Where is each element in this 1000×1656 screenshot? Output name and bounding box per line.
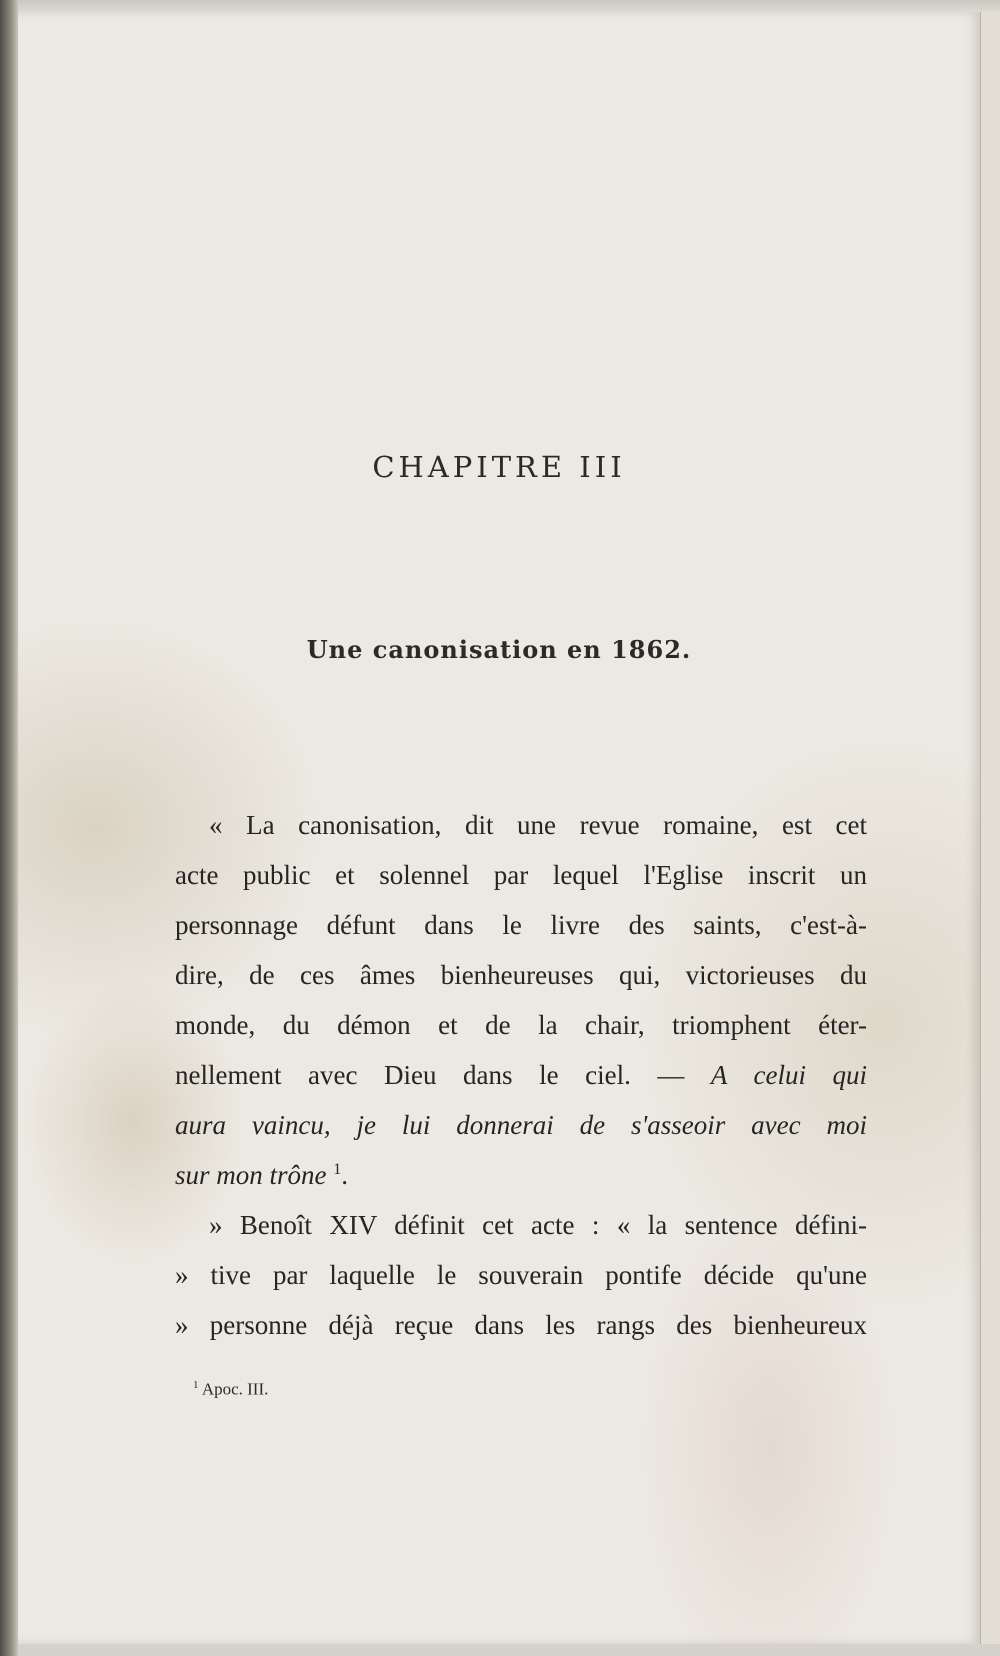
- footnote-reference: 1: [333, 1161, 342, 1178]
- book-page: [18, 12, 980, 1644]
- text-line: dire, de ces âmes bienheureuses qui, victorieuses du: [175, 960, 867, 990]
- footnote-text: Apoc. III.: [201, 1379, 269, 1399]
- italic-quote-end-line: [175, 1150, 867, 1200]
- text-line: acte public et solennel par lequel l'Eglise inscrit un: [175, 860, 867, 890]
- text-line: « La canonisation, dit une revue romaine, est cet: [209, 810, 867, 840]
- chapter-subtitle: Une canonisation en 1862.: [306, 635, 692, 664]
- text-segment: nellement avec Dieu dans le ciel. —: [175, 1060, 685, 1090]
- body-text: [175, 800, 867, 1350]
- chapter-title: CHAPITRE III: [372, 450, 626, 484]
- adjacent-page-edge: [980, 12, 1000, 1644]
- text-segment: .: [341, 1160, 349, 1190]
- book-binding-edge: [0, 0, 18, 1656]
- text-line: personnage défunt dans le livre des saints, c'est-à-: [175, 910, 867, 940]
- footnote-mark: 1: [193, 1379, 199, 1391]
- footnote: [193, 1379, 268, 1400]
- text-line-mixed: [175, 1050, 867, 1100]
- text-line: » personne déjà reçue dans les rangs des bienheureux: [175, 1310, 867, 1340]
- page-top-edge: [0, 0, 1000, 12]
- italic-quote-line: aura vaincu, je lui donnerai de s'asseoir avec moi: [175, 1110, 867, 1140]
- text-line: » Benoît XIV définit cet acte : « la sentence défini-: [209, 1210, 867, 1240]
- italic-quote: A celui qui: [710, 1060, 867, 1090]
- text-line: » tive par laquelle le souverain pontife décide qu'une: [175, 1260, 867, 1290]
- text-line: monde, du démon et de la chair, triomphent éter-: [175, 1010, 867, 1040]
- italic-quote: sur mon trône: [175, 1160, 327, 1190]
